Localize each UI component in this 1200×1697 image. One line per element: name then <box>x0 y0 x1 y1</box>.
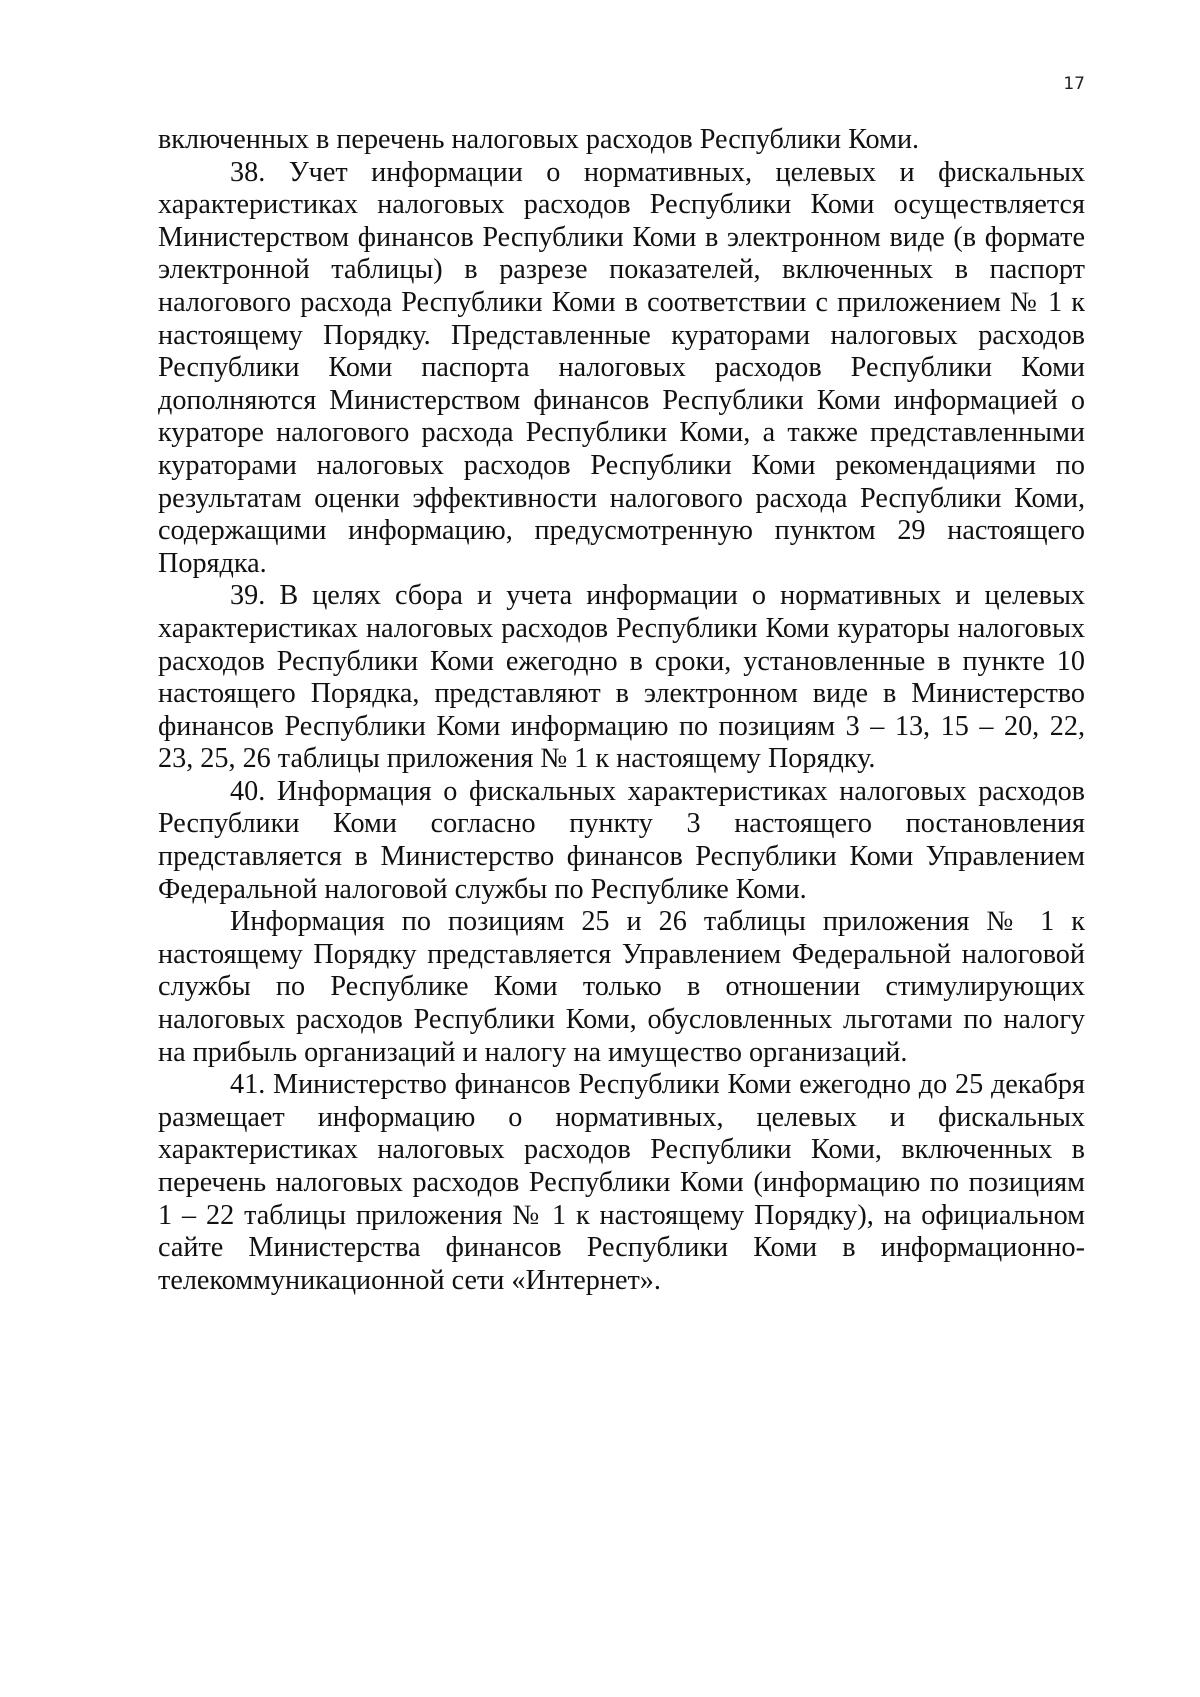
paragraph-item-41: 41. Министерство финансов Республики Коми ежегодно до 25 декабря размещает информацию о нормативных, целевых и фискальных характеристиках налоговых расходов Республики Коми, включенных в перечень налоговых расходов Республики Коми (информацию по позициям 1 – 22 таблицы приложения № 1 к настоящему Порядку), на официальном сайте Министерства финансов Республики Коми в информационно-телекоммуникационной сети «Интернет». <box>158 1069 1085 1296</box>
paragraph-continuation: включенных в перечень налоговых расходов Республики Коми. <box>158 124 920 155</box>
paragraph-item-40: 40. Информация о фискальных характеристиках налоговых расходов Республики Коми согласно пункту 3 настоящего постановления представляется в Министерство финансов Республики Коми Управлением Федеральной налоговой службы по Республике Коми. <box>158 775 1085 905</box>
paragraph-item-38: 38. Учет информации о нормативных, целевых и фискальных характеристиках налоговых расходов Республики Коми осуществляется Министерством финансов Республики Коми в электронном виде (в формате электронной таблицы) в разрезе показателей, включенных в паспорт налогового расхода Республики Коми в соответствии с приложением № 1 к настоящему Порядку. Представленные кураторами налоговых расходов Республики Коми паспорта налоговых расходов Республики Коми дополняются Министерством финансов Республики Коми информацией о кураторе налогового расхода Республики Коми, а также представленными кураторами налоговых расходов Республики Коми рекомендациями по результатам оценки эффективности налогового расхода Республики Коми, содержащими информацию, предусмотренную пунктом 29 настоящего Порядка. <box>158 156 1085 579</box>
paragraph-item-39: 39. В целях сбора и учета информации о нормативных и целевых характеристиках налоговых расходов Республики Коми кураторы налоговых расходов Республики Коми ежегодно в сроки, установленные в пункте 10 настоящего Порядка, представляют в электронном виде в Министерство финансов Республики Коми информацию по позициям 3 – 13, 15 – 20, 22, 23, 25, 26 таблицы приложения № 1 к настоящему Порядку. <box>158 580 1085 775</box>
document-body <box>158 124 1085 1297</box>
page-number: 17 <box>1063 74 1085 94</box>
paragraph-item-40-continued: Информация по позициям 25 и 26 таблицы приложения № 1 к настоящему Порядку представляется Управлением Федеральной налоговой службы по Республике Коми только в отношении стимулирующих налоговых расходов Республики Коми, обусловленных льготами по налогу на прибыль организаций и налогу на имущество организаций. <box>158 906 1085 1068</box>
